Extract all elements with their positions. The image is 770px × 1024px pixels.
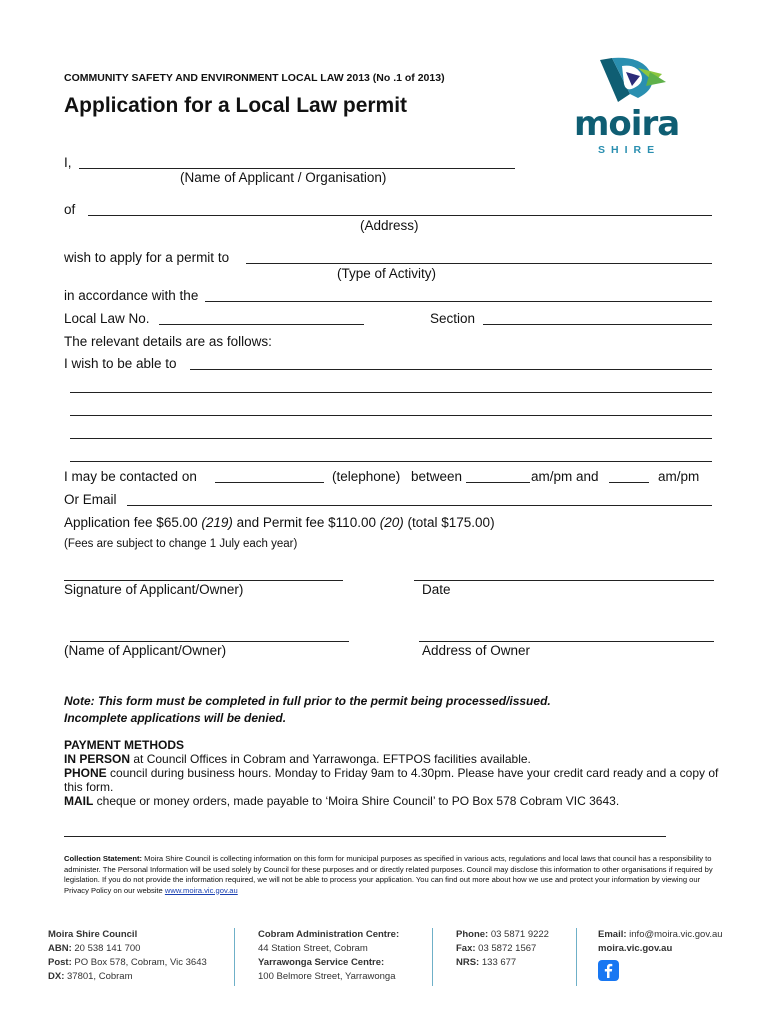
details-field-2[interactable] (70, 392, 712, 393)
footer-contact (598, 928, 723, 956)
footer-fax: Fax: 03 5872 1567 (456, 943, 537, 954)
footer-website[interactable]: moira.vic.gov.au (598, 943, 673, 954)
between-label: between (411, 469, 463, 484)
fee-line: Application fee $65.00 (219) and Permit fee $110.00 (20) (total $175.00) (64, 515, 495, 530)
footer-abn: ABN: 20 538 141 700 (48, 943, 141, 954)
contact-prefix: I may be contacted on (64, 469, 197, 484)
details-field-4[interactable] (70, 438, 712, 439)
telephone-label: (telephone) (332, 469, 401, 484)
owner-address-caption: Address of Owner (422, 643, 531, 658)
activity-field[interactable] (246, 263, 712, 264)
logo-subtitle: SHIRE (598, 144, 661, 156)
footer-cobram-heading: Cobram Administration Centre: (258, 929, 400, 940)
time-from-field[interactable] (466, 482, 530, 483)
date-caption: Date (422, 582, 451, 597)
local-law-number-field[interactable] (159, 324, 364, 325)
law-kicker: COMMUNITY SAFETY AND ENVIRONMENT LOCAL LAW 2013 (No .1 of 2013) (64, 72, 445, 84)
payment-heading: PAYMENT METHODS (64, 738, 185, 752)
email-field[interactable] (127, 505, 712, 506)
wish-prefix: wish to apply for a permit to (64, 250, 230, 265)
signature-field[interactable] (64, 580, 343, 581)
moira-logo (572, 52, 692, 162)
footer-offices (258, 928, 399, 984)
details-field-5[interactable] (70, 461, 712, 462)
owner-name-field[interactable] (70, 641, 349, 642)
address-field[interactable] (88, 215, 712, 216)
separator-line (64, 836, 666, 837)
i-prefix: I, (64, 155, 72, 170)
footer-nrs: NRS: 133 677 (456, 957, 517, 968)
telephone-field[interactable] (215, 482, 324, 483)
payment-phone: PHONE council during business hours. Monday to Friday 9am to 4.30pm. Please have your credit card ready and a copy of this form. (64, 766, 719, 794)
signature-caption: Signature of Applicant/Owner) (64, 582, 244, 597)
ampm-end-label: am/pm (658, 469, 700, 484)
payment-in-person: IN PERSON at Council Offices in Cobram and Yarrawonga. EFTPOS facilities available. (64, 752, 531, 766)
activity-caption: (Type of Activity) (337, 266, 437, 281)
ampm-and-label: am/pm and (531, 469, 599, 484)
section-field[interactable] (483, 324, 712, 325)
law-name-field[interactable] (205, 301, 712, 302)
footer-divider (234, 928, 235, 986)
logo-wordmark: moira (574, 104, 680, 144)
details-field-3[interactable] (70, 415, 712, 416)
name-caption: (Name of Applicant / Organisation) (180, 170, 387, 185)
details-line: The relevant details are as follows: (64, 334, 272, 349)
note-line-2: Incomplete applications will be denied. (64, 711, 287, 725)
owner-name-caption: (Name of Applicant/Owner) (64, 643, 227, 658)
footer-council-name: Moira Shire Council (48, 929, 138, 940)
details-field-1[interactable] (190, 369, 712, 370)
footer-cobram-address: 44 Station Street, Cobram (258, 943, 368, 954)
footer-phones (456, 928, 549, 970)
footer-divider (576, 928, 577, 986)
facebook-icon[interactable] (598, 960, 619, 981)
footer-divider (432, 928, 433, 986)
address-caption: (Address) (360, 218, 419, 233)
name-field[interactable] (79, 168, 515, 169)
footer-phone: Phone: 03 5871 9222 (456, 929, 549, 940)
owner-address-field[interactable] (419, 641, 714, 642)
section-prefix: Section (430, 311, 476, 326)
time-to-field[interactable] (609, 482, 649, 483)
footer-post: Post: PO Box 578, Cobram, Vic 3643 (48, 957, 207, 968)
footer-yarra-address: 100 Belmore Street, Yarrawonga (258, 971, 396, 982)
note-line-1: Note: This form must be completed in full prior to the permit being processed/issued. (64, 694, 551, 708)
date-field[interactable] (414, 580, 714, 581)
collection-statement: Collection Statement: Moira Shire Council is collecting information on this form for municipal purposes as specified in various acts, regulations and local laws that council has a responsibility to administer. The Personal Information will be used solely by Council for these purposes and or directly related purposes. Council may disclose this information to other organisations if required by legislation. If you do not provide the information required, we will not be able to process your application. You can find out more about how we use and protect your information by viewing our Privacy Policy on our website www.moira.vic.gov.au (64, 854, 713, 895)
payment-methods (64, 738, 724, 808)
page-title: Application for a Local Law permit (64, 94, 408, 117)
footer-email[interactable]: Email: info@moira.vic.gov.au (598, 929, 723, 940)
payment-mail: MAIL cheque or money orders, made payable to ‘Moira Shire Council’ to PO Box 578 Cobram VIC 3643. (64, 794, 620, 808)
footer-yarra-heading: Yarrawonga Service Centre: (258, 957, 385, 968)
local-law-prefix: Local Law No. (64, 311, 150, 326)
privacy-link[interactable]: www.moira.vic.gov.au (164, 885, 238, 895)
accordance-prefix: in accordance with the (64, 288, 199, 303)
able-prefix: I wish to be able to (64, 356, 177, 371)
of-prefix: of (64, 202, 76, 217)
fees-note: (Fees are subject to change 1 July each year) (64, 538, 298, 550)
footer-council (48, 928, 207, 984)
email-prefix: Or Email (64, 492, 117, 507)
footer-dx: DX: 37801, Cobram (48, 971, 133, 982)
